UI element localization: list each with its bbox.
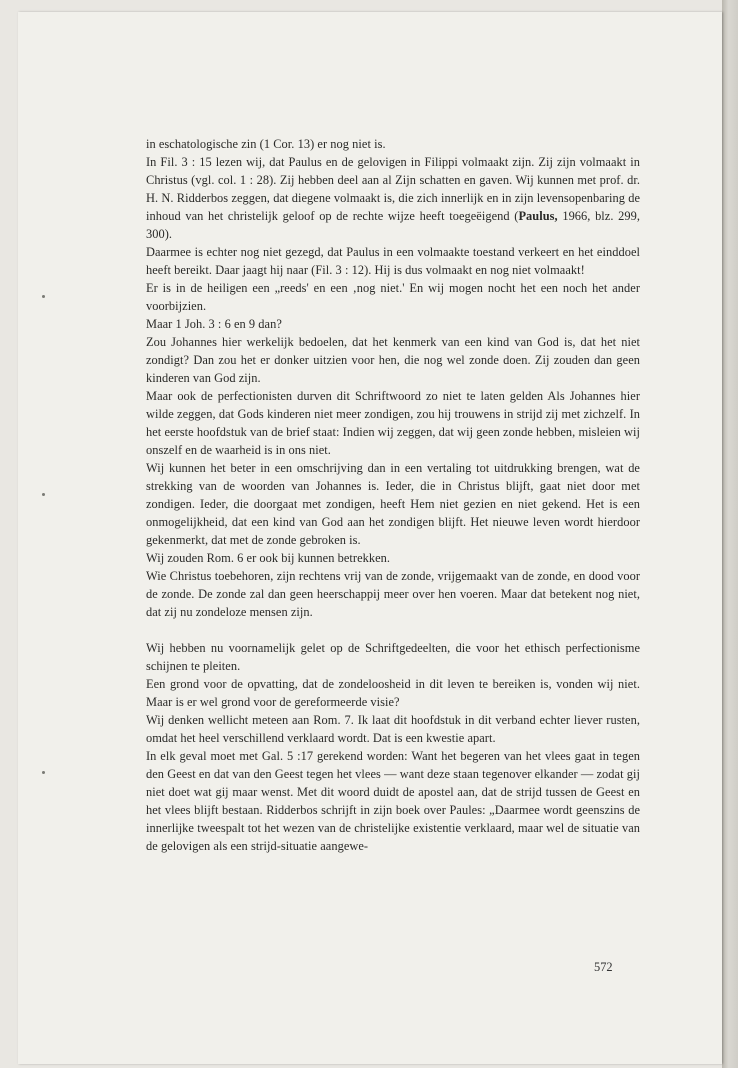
paragraph: Zou Johannes hier werkelijk bedoelen, dat het kenmerk van een kind van God is, dat het niet zondigt? Dan zou het er donker uitzien voor hen, die nog wel zonde doen. Zij zouden dan geen kinderen van God zijn. (146, 335, 640, 385)
paragraph: Er is in de heiligen een „reeds' en een ‚nog niet.' En wij mogen nocht het een noch het ander voorbijzien. (146, 281, 640, 313)
body-text (146, 135, 640, 855)
margin-dot (42, 493, 45, 496)
paragraph: Wie Christus toebehoren, zijn rechtens vrij van de zonde, vrijgemaakt van de zonde, en dood voor de zonde. De zonde zal dan geen heerschappij meer over hen voeren. Maar dat betekent nog niet, dat zij nu zondeloze mensen zijn. (146, 569, 640, 619)
paragraph: Maar ook de perfectionisten durven dit Schriftwoord zo niet te laten gelden Als Johannes hier wilde zeggen, dat Gods kinderen niet meer zondigen, zou hij trouwens in strijd zij met zichzelf. In het eerste hoofdstuk van de brief staat: Indien wij zeggen, dat wij geen zonde hebben, misleien wij onszelf en de waarheid is in ons niet. (146, 389, 640, 457)
scanner-edge (722, 0, 738, 1068)
book-page (18, 12, 722, 1064)
paragraph: In elk geval moet met Gal. 5 :17 gerekend worden: Want het begeren van het vlees gaat in tegen den Geest en dat van den Geest tegen het vlees — want deze staan tegenover elkander — zodat gij niet doet wat gij maar wenst. Met dit woord duidt de apostel aan, dat de strijd tussen de Geest en het vlees blijft bestaan. Ridderbos schrijft in zijn boek over Paules: „Daarmee wordt geenszins de innerlijke tweespalt tot het wezen van de christelijke existentie verklaard, maar wel de situatie van de gelovigen als een strijd-situatie aangewe- (146, 749, 640, 853)
paragraph: Een grond voor de opvatting, dat de zondeloosheid in dit leven te bereiken is, vonden wij niet. Maar is er wel grond voor de gereformeerde visie? (146, 677, 640, 709)
margin-dot (42, 295, 45, 298)
paragraph: In Fil. 3 : 15 lezen wij, dat Paulus en de gelovigen in Filippi volmaakt zijn. Zij zijn volmaakt in Christus (vgl. col. 1 : 28). Zij hebben deel aan al Zijn schatten en gaven. Wij kunnen met prof. dr. H. N. Ridderbos zeggen, dat diegene volmaakt is, die zich innerlijk en in zijn levensopenbaring de inhoud van het christelijk geloof op de rechte wijze heeft toegeëigend (Paulus, 1966, blz. 299, 300). (146, 155, 641, 241)
page-number: 572 (594, 960, 613, 974)
paragraph: Maar 1 Joh. 3 : 6 en 9 dan? (146, 317, 282, 331)
margin-dot (42, 771, 45, 774)
paragraph: Wij zouden Rom. 6 er ook bij kunnen betrekken. (146, 551, 391, 565)
section-gap (146, 621, 640, 639)
paragraph: Wij hebben nu voornamelijk gelet op de Schriftgedeelten, die voor het ethisch perfectionisme schijnen te pleiten. (146, 641, 640, 673)
paragraph: Daarmee is echter nog niet gezegd, dat Paulus in een volmaakte toestand verkeert en het einddoel heeft bereikt. Daar jaagt hij naar (Fil. 3 : 12). Hij is dus volmaakt en nog niet volmaakt! (146, 245, 640, 277)
paragraph: in eschatologische zin (1 Cor. 13) er nog niet is. (146, 137, 386, 151)
paragraph: Wij kunnen het beter in een omschrijving dan in een vertaling tot uitdrukking brengen, wat de strekking van de woorden van Johannes is. Ieder, die in Christus blijft, gaat niet door met zondigen. Ieder, die doorgaat met zondigen, heeft Hem niet gezien en niet gekend. Het is een onmogelijkheid, dat een kind van God aan het zondigen blijft. Het nieuwe leven wordt hierdoor gekenmerkt, dat met de zonde gebroken is. (146, 461, 640, 547)
paragraph: Wij denken wellicht meteen aan Rom. 7. Ik laat dit hoofdstuk in dit verband echter liever rusten, omdat het heel verschillend verklaard wordt. Dat is een kwestie apart. (146, 713, 640, 745)
citation-bold: Paulus, (518, 209, 558, 223)
